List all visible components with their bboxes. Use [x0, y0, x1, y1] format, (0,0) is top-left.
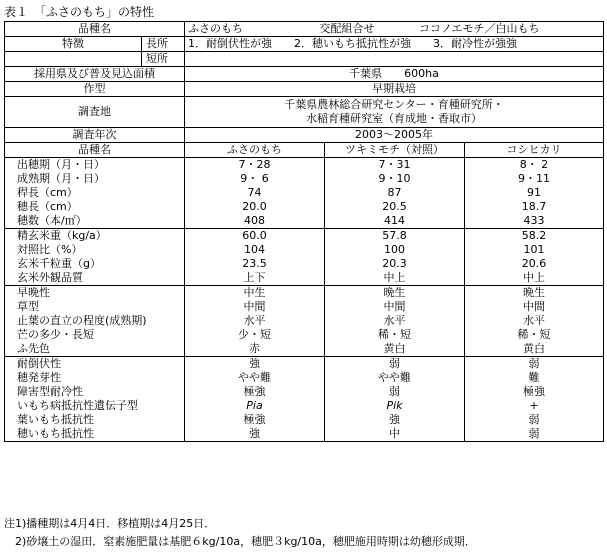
- weaknesses-label: 短所: [141, 52, 184, 66]
- table-row: [5, 342, 604, 357]
- value-fusanomochi: 104: [185, 243, 325, 257]
- row-label: 草型: [5, 300, 185, 314]
- value-fusanomochi: 74: [185, 186, 325, 200]
- value-fusanomochi: Pia: [185, 399, 325, 413]
- strengths-value: 1．耐倒伏性が強 2．穂いもち抵抗性が強 3．耐冷性が強強: [185, 37, 604, 52]
- site-value: [185, 97, 604, 128]
- year-value: 2003～2005年: [185, 128, 604, 143]
- value-koshihikari: 極強: [465, 385, 604, 399]
- value-tsukimimochi: 弱: [325, 357, 465, 372]
- value-tsukimimochi: 黄白: [325, 342, 465, 357]
- value-koshihikari: 弱: [465, 427, 604, 442]
- variety-cell: [185, 22, 604, 37]
- year-row: [5, 128, 604, 143]
- value-fusanomochi: 60.0: [185, 229, 325, 244]
- row-label: 障害型耐冷性: [5, 385, 185, 399]
- value-tsukimimochi: やや難: [325, 371, 465, 385]
- value-tsukimimochi: 中上: [325, 271, 465, 286]
- value-fusanomochi: 中生: [185, 286, 325, 301]
- value-tsukimimochi: 20.3: [325, 257, 465, 271]
- row-label: 止葉の直立の程度(成熟期): [5, 314, 185, 328]
- adoption-row: [5, 67, 604, 82]
- row-label: 玄米外観品質: [5, 271, 185, 286]
- row-label: 成熟期（月・日）: [5, 172, 185, 186]
- column-header-label: 品種名: [5, 143, 185, 158]
- value-koshihikari: 水平: [465, 314, 604, 328]
- value-tsukimimochi: 100: [325, 243, 465, 257]
- table-row: [5, 314, 604, 328]
- value-koshihikari: 20.6: [465, 257, 604, 271]
- value-fusanomochi: 強: [185, 357, 325, 372]
- value-koshihikari: +: [465, 399, 604, 413]
- value-fusanomochi: 408: [185, 214, 325, 229]
- table-row: [5, 413, 604, 427]
- row-label: 出穂期（月・日）: [5, 158, 185, 173]
- row-label: 穂発芽性: [5, 371, 185, 385]
- value-tsukimimochi: 87: [325, 186, 465, 200]
- table-row: [5, 286, 604, 301]
- value-koshihikari: 弱: [465, 413, 604, 427]
- value-tsukimimochi: 中: [325, 427, 465, 442]
- value-tsukimimochi: 414: [325, 214, 465, 229]
- table-row: [5, 243, 604, 257]
- year-label: 調査年次: [5, 128, 185, 143]
- value-tsukimimochi: 稀・短: [325, 328, 465, 342]
- value-tsukimimochi: Pik: [325, 399, 465, 413]
- row-label: 葉いもち抵抗性: [5, 413, 185, 427]
- value-fusanomochi: 20.0: [185, 200, 325, 214]
- site-line-2: 水稲育種研究室（育成地・香取市）: [306, 112, 482, 125]
- cultivation-label: 作型: [5, 82, 185, 97]
- value-tsukimimochi: 9・10: [325, 172, 465, 186]
- row-label: 穂数（本/㎡）: [5, 214, 185, 229]
- column-header-koshihikari: コシヒカリ: [465, 143, 604, 158]
- adoption-label: 採用県及び普及見込面積: [5, 67, 185, 82]
- table-row: [5, 158, 604, 173]
- value-fusanomochi: 極強: [185, 413, 325, 427]
- table-row: [5, 214, 604, 229]
- value-tsukimimochi: 57.8: [325, 229, 465, 244]
- column-header-row: [5, 143, 604, 158]
- site-line-1: 千葉県農林総合研究センター・育種研究所・: [284, 98, 504, 111]
- value-tsukimimochi: 20.5: [325, 200, 465, 214]
- table-row: [5, 371, 604, 385]
- characteristics-table: [4, 21, 604, 442]
- table-row: [5, 257, 604, 271]
- value-fusanomochi: 赤: [185, 342, 325, 357]
- cross-value: ココノエモチ／白山もち: [419, 22, 540, 35]
- value-koshihikari: 18.7: [465, 200, 604, 214]
- value-tsukimimochi: 中間: [325, 300, 465, 314]
- row-label: 稈長（cm）: [5, 186, 185, 200]
- cross-label: 交配組合せ: [319, 22, 375, 35]
- value-tsukimimochi: 7・31: [325, 158, 465, 173]
- row-label: いもち病抵抗性遺伝子型: [5, 399, 185, 413]
- value-koshihikari: 難: [465, 371, 604, 385]
- value-fusanomochi: 極強: [185, 385, 325, 399]
- value-koshihikari: 101: [465, 243, 604, 257]
- value-tsukimimochi: 晩生: [325, 286, 465, 301]
- column-header-fusanomochi: ふさのもち: [185, 143, 325, 158]
- table-row: [5, 186, 604, 200]
- value-fusanomochi: やや難: [185, 371, 325, 385]
- cultivation-value: 早期栽培: [185, 82, 604, 97]
- value-koshihikari: 433: [465, 214, 604, 229]
- value-fusanomochi: 水平: [185, 314, 325, 328]
- table-row: [5, 385, 604, 399]
- value-fusanomochi: 9・ 6: [185, 172, 325, 186]
- features-label: 特徴: [62, 37, 84, 50]
- variety-label: 品種名: [5, 22, 185, 37]
- cultivation-row: [5, 82, 604, 97]
- row-label: 芒の多少・長短: [5, 328, 185, 342]
- adoption-value: 千葉県 600ha: [185, 67, 604, 82]
- features-strengths-cell: [5, 37, 185, 52]
- value-tsukimimochi: 水平: [325, 314, 465, 328]
- table-row: [5, 399, 604, 413]
- row-label: 穂いもち抵抗性: [5, 427, 185, 442]
- table-caption: 表１ 「ふさのもち」の特性: [4, 5, 155, 19]
- value-koshihikari: 黄白: [465, 342, 604, 357]
- note-2: 2)砂壌土の湿田．窒素施肥量は基肥６kg/10a，穂肥３kg/10a，穂肥施用時期は幼穂形成期．: [4, 535, 476, 548]
- variety-name: ふさのもち: [188, 22, 243, 35]
- value-fusanomochi: 強: [185, 427, 325, 442]
- value-fusanomochi: 23.5: [185, 257, 325, 271]
- strengths-row: [5, 37, 604, 52]
- value-koshihikari: 中上: [465, 271, 604, 286]
- row-label: 穂長（cm）: [5, 200, 185, 214]
- value-koshihikari: 中間: [465, 300, 604, 314]
- site-row: [5, 97, 604, 128]
- value-koshihikari: 晩生: [465, 286, 604, 301]
- value-koshihikari: 稀・短: [465, 328, 604, 342]
- row-label: 対照比（%）: [5, 243, 185, 257]
- value-koshihikari: 91: [465, 186, 604, 200]
- value-koshihikari: 弱: [465, 357, 604, 372]
- value-koshihikari: 9・11: [465, 172, 604, 186]
- table-row: [5, 271, 604, 286]
- site-label: 調査地: [5, 97, 185, 128]
- value-tsukimimochi: 弱: [325, 385, 465, 399]
- weaknesses-row: [5, 52, 604, 67]
- row-label: 耐倒伏性: [5, 357, 185, 372]
- table-row: [5, 200, 604, 214]
- row-label: 玄米千粒重（g）: [5, 257, 185, 271]
- table-row: [5, 300, 604, 314]
- value-koshihikari: 8・ 2: [465, 158, 604, 173]
- note-1: 注1)播種期は4月4日．移植期は4月25日．: [4, 517, 216, 530]
- table-row: [5, 357, 604, 372]
- table-row: [5, 172, 604, 186]
- value-koshihikari: 58.2: [465, 229, 604, 244]
- table-row: [5, 229, 604, 244]
- strengths-label: 長所: [141, 37, 184, 51]
- column-header-tsukimimochi: ツキミモチ（対照）: [325, 143, 465, 158]
- weaknesses-cell: [5, 52, 185, 67]
- variety-row: [5, 22, 604, 37]
- table-row: [5, 427, 604, 442]
- value-fusanomochi: 7・28: [185, 158, 325, 173]
- table-row: [5, 328, 604, 342]
- value-fusanomochi: 上下: [185, 271, 325, 286]
- value-fusanomochi: 中間: [185, 300, 325, 314]
- row-label: ふ先色: [5, 342, 185, 357]
- notes: [4, 515, 476, 551]
- row-label: 早晩性: [5, 286, 185, 301]
- value-tsukimimochi: 強: [325, 413, 465, 427]
- weaknesses-value: [185, 52, 604, 67]
- row-label: 精玄米重（kg/a）: [5, 229, 185, 244]
- value-fusanomochi: 少・短: [185, 328, 325, 342]
